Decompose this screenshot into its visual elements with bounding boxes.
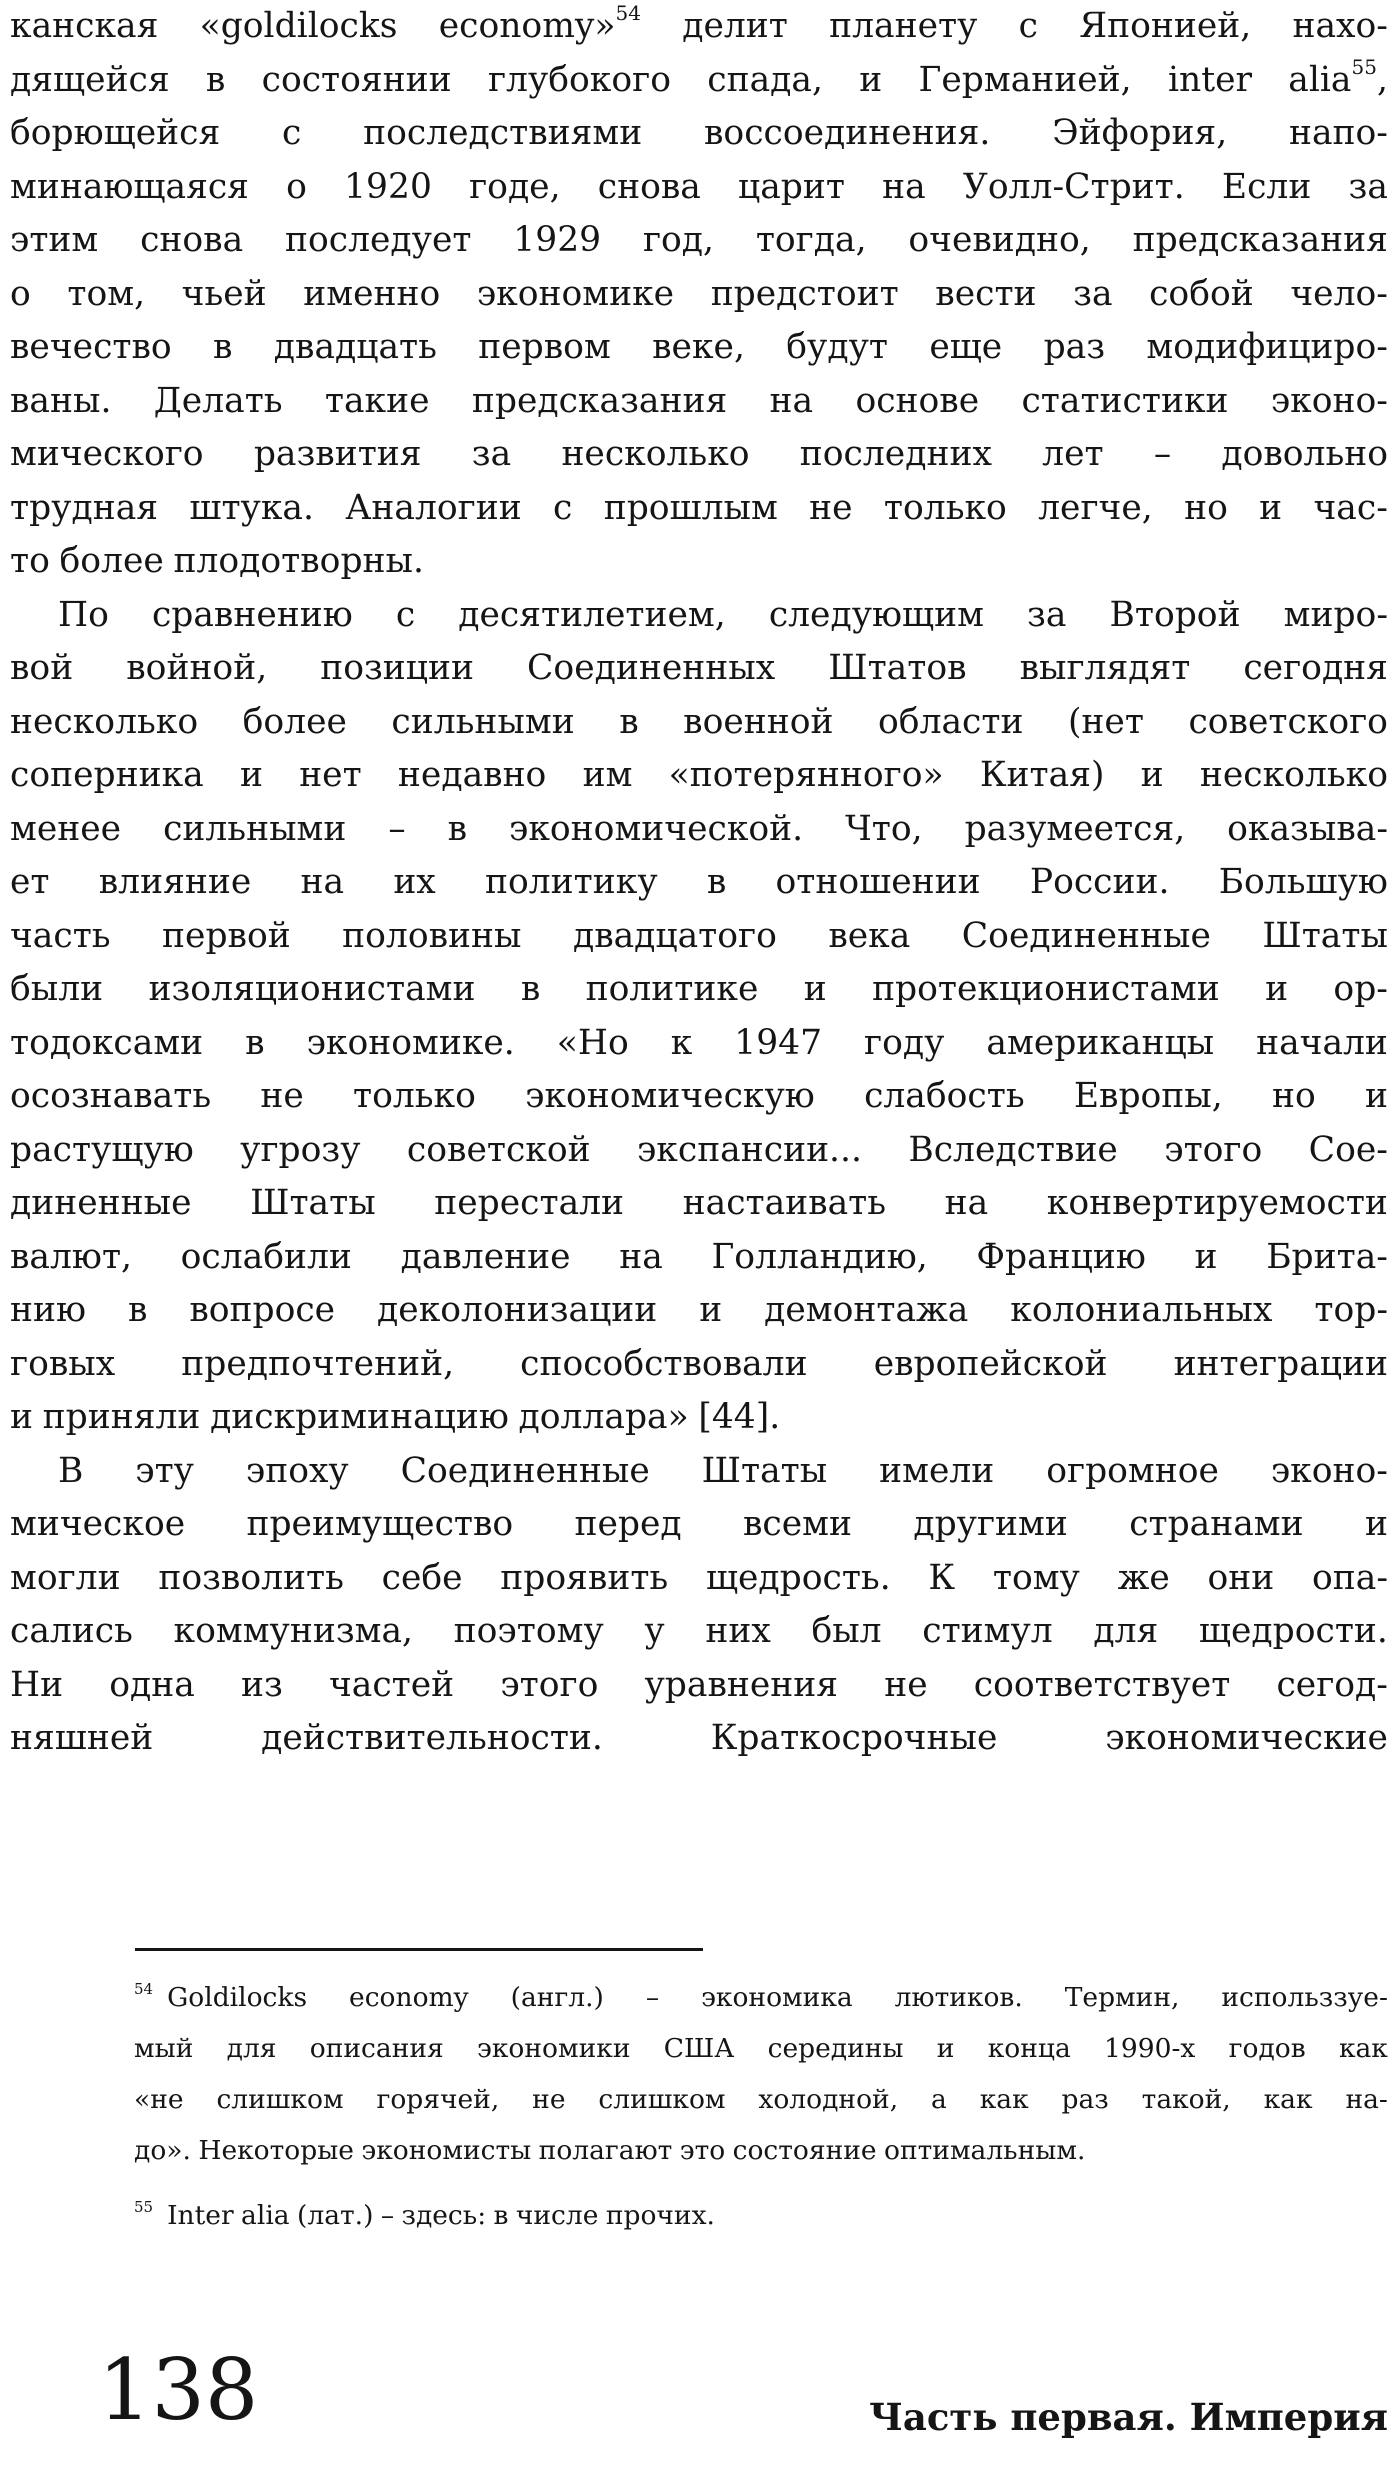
text-line: Ни одна из частей этого уравнения не соответствует сегод- (10, 1664, 1388, 1705)
text-line: были изоляционистами в политике и протекционистами и ор- (10, 969, 1388, 1009)
text-line: минающаяся о 1920 годе, снова царит на Уолл-Стрит. Если за (10, 166, 1388, 207)
text-line: несколько более сильными в военной области (нет советского (10, 701, 1388, 742)
text-line: дящейся в состоянии глубокого спада, и Германией, inter alia$^{55}$, (10, 54, 1388, 100)
footnote-line: «не слишком горячей, не слишком холодной, а как раз такой, как на- (134, 2084, 1388, 2115)
text-line: о том, чьей именно экономике предстоит вести за собой чело- (10, 273, 1388, 314)
text-line: трудная штука. Аналогии с прошлым не только легче, но и час- (10, 487, 1388, 528)
text-line: то более плодотворны. (10, 541, 424, 581)
text-line: могли позволить себе проявить щедрость. К тому же они опа- (10, 1557, 1388, 1598)
footnote-reference[interactable]: 55 (1351, 54, 1377, 79)
text-line: диненные Штаты перестали настаивать на конвертируемости (10, 1183, 1388, 1223)
text-line: валют, ослабили давление на Голландию, Францию и Брита- (10, 1236, 1388, 1277)
text-line: и приняли дискриминацию доллара» [44]. (10, 1397, 781, 1437)
text-line: ваны. Делать такие предсказания на основе статистики эконо- (10, 380, 1388, 421)
running-head: Часть первая. Империя (869, 2395, 1388, 2439)
text-line: часть первой половины двадцатого века Соединенные Штаты (10, 915, 1388, 956)
text-line: говых предпочтений, способствовали европейской интеграции (10, 1343, 1388, 1384)
text-line: вечество в двадцать первом веке, будут еще раз модифициро- (10, 327, 1388, 367)
footnote-rule (135, 1948, 703, 1951)
text-line: этим снова последует 1929 год, тогда, очевидно, предсказания (10, 220, 1388, 260)
text-line: ет влияние на их политику в отношении России. Большую (10, 862, 1388, 902)
text-line: канская «goldilocks economy»$^{54}$ делит планету с Японией, нахо- (10, 1, 1388, 46)
text-line: сались коммунизма, поэтому у них был стимул для щедрости. (10, 1611, 1388, 1651)
text-line: вой войной, позиции Соединенных Штатов выглядят сегодня (10, 648, 1388, 688)
footnote-number: 54 (134, 1980, 154, 1998)
footnote-line: до». Некоторые экономисты полагают это состояние оптимальным. (134, 2135, 1086, 2166)
text-line: борющейся с последствиями воссоединения. Эйфория, напо- (10, 113, 1388, 153)
text-line: мическое преимущество перед всеми другими странами и (10, 1504, 1388, 1544)
footnote-line: мый для описания экономики США середины и конца 1990-х годов как (134, 2033, 1388, 2064)
text-line: тодоксами в экономике. «Но к 1947 году американцы начали (10, 1022, 1388, 1063)
text-line: мического развития за несколько последних лет – довольно (10, 434, 1388, 474)
main-text (10, 0, 1388, 1766)
text-line: няшней действительности. Краткосрочные экономические (10, 1718, 1388, 1758)
footnote-line: $^{55}$ Inter alia (лат.) – здесь: в числе прочих. (134, 2198, 715, 2231)
text-line: менее сильными – в экономической. Что, разумеется, оказыва- (10, 808, 1388, 849)
footnote-number: 55 (134, 2198, 154, 2216)
text-line: осознавать не только экономическую слабость Европы, но и (10, 1076, 1388, 1116)
footnote-reference[interactable]: 54 (615, 1, 641, 25)
page-number: 138 (98, 2341, 259, 2439)
footnotes (134, 1972, 1388, 2241)
footnote-line: $^{54}$ Goldilocks economy (англ.) – экономика лютиков. Термин, использзуе- (134, 1980, 1388, 2013)
text-line: По сравнению с десятилетием, следующим за Второй миро- (58, 594, 1388, 635)
text-line: растущую угрозу советской экспансии... Вследствие этого Сое- (10, 1129, 1388, 1170)
text-line: нию в вопросе деколонизации и демонтажа колониальных тор- (10, 1290, 1388, 1330)
text-line: В эту эпоху Соединенные Штаты имели огромное эконо- (58, 1450, 1388, 1491)
text-line: соперника и нет недавно им «потерянного» Китая) и несколько (10, 755, 1388, 795)
